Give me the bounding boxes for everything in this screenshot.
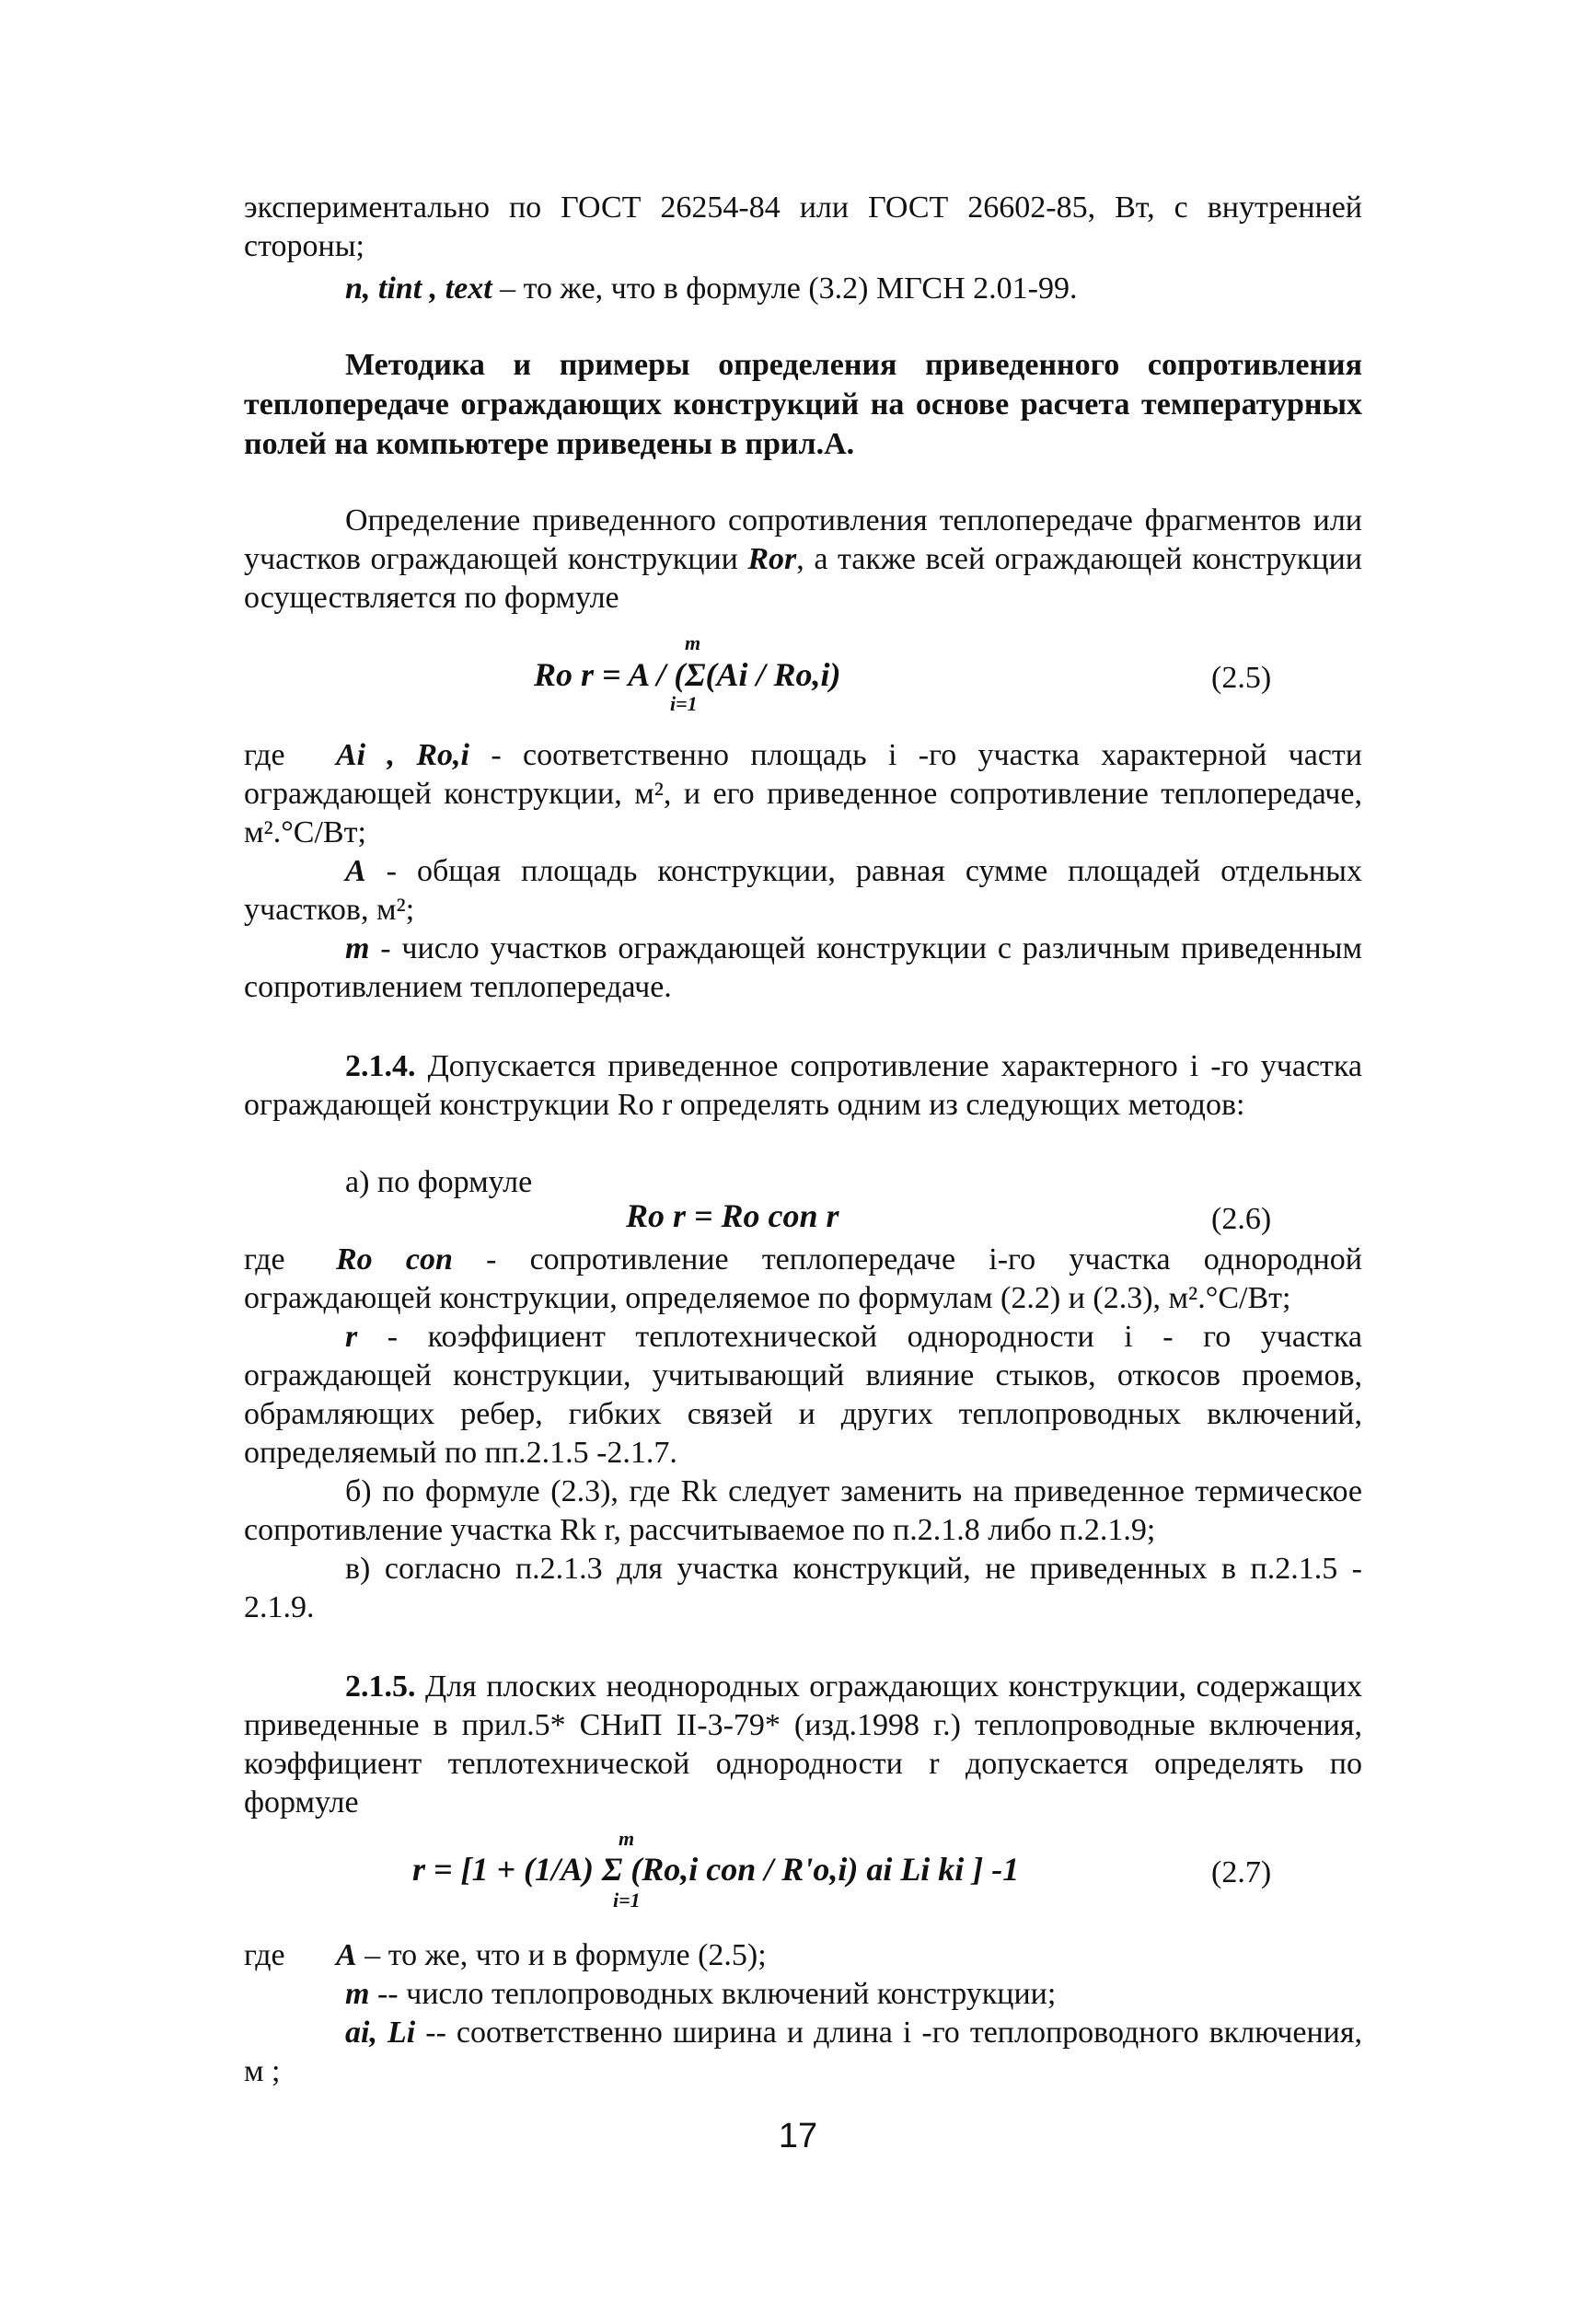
eq27-sum-bottom: i=1 xyxy=(613,1889,641,1912)
where26-line1-text: - сопротивление теплопередаче i-го участка однородной ограждающей конструкции, определяемое по формулам (2.2) и (2.3), м².°С/Вт; xyxy=(244,1242,1362,1315)
eq26-number: (2.6) xyxy=(1211,1202,1272,1236)
where25-line1 xyxy=(244,736,1362,852)
where25-line1-text: - соответственно площадь i -го участка характерной части ограждающей конструкции, м², и его приведенное сопротивление теплопередаче, м².°С/Вт; xyxy=(244,738,1362,849)
where26-line2-text: - коэффициент теплотехнической однородности i - го участка ограждающей конструкции, учитывающий влияние стыков, откосов проемов, обрамляющих ребер, гибких связей и других теплопроводных включений, определяемый по пп.2.1.5 -2.1.7. xyxy=(244,1320,1362,1470)
eq26-formula: Ro r = Ro con r xyxy=(626,1197,839,1234)
eq27-sum-top: m xyxy=(619,1827,635,1850)
clause-2-1-4 xyxy=(244,1047,1362,1125)
symbol-ro-con: Ro con xyxy=(336,1242,453,1277)
item-v: в) согласно п.2.1.3 для участка конструкций, не приведенных в п.2.1.5 - 2.1.9. xyxy=(244,1552,1362,1624)
symbol-m-27: m xyxy=(345,1977,370,2011)
where25-line2 xyxy=(244,852,1362,930)
section-heading: Методика и примеры определения приведенного сопротивления теплопередаче ограждающих конструкций на основе расчета температурных полей на компьютере приведены в прил.А. xyxy=(244,348,1362,461)
symbols-ai-roi: Ai , Ro,i xyxy=(336,738,469,772)
where27-line1 xyxy=(244,1936,1362,1975)
where27-line1-text: – то же, что и в формуле (2.5); xyxy=(356,1938,767,1972)
symbol-m: m xyxy=(345,931,370,965)
eq25-sum-top: m xyxy=(685,631,701,654)
where27-line2 xyxy=(244,1975,1362,2014)
symbols-ai-li: ai, Li xyxy=(345,2016,416,2050)
where25-line2-text: - общая площадь конструкции, равная сумме площадей отдельных участков, м²; xyxy=(244,854,1362,927)
variables-definition xyxy=(244,270,1362,308)
symbol-r: r xyxy=(345,1320,358,1354)
eq27-number: (2.7) xyxy=(1211,1855,1272,1889)
page-number: 17 xyxy=(778,2117,818,2155)
clause-2-1-5 xyxy=(244,1668,1362,1822)
variable-symbols: n, tint , text xyxy=(345,271,492,306)
paragraph-definition xyxy=(244,502,1362,618)
where27-line3-text: -- соответственно ширина и длина i -го теплопроводного включения, м ; xyxy=(244,2016,1362,2088)
eq25-number: (2.5) xyxy=(1211,661,1272,695)
item-b: б) по формуле (2.3), где Rk следует заменить на приведенное термическое сопротивление участка Rk r, рассчитываемое по п.2.1.8 либо п.2.1.9; xyxy=(244,1474,1362,1547)
where27-line3 xyxy=(244,2014,1362,2091)
variables-text: – то же, что в формуле (3.2) МГСН 2.01-99. xyxy=(492,271,1078,306)
where26-line2 xyxy=(244,1318,1362,1473)
where25-line3-text: - число участков ограждающей конструкции с различным приведенным сопротивлением теплопередаче. xyxy=(244,931,1362,1004)
clause-number-215: 2.1.5. xyxy=(345,1669,416,1704)
symbol-a-27: A xyxy=(336,1938,357,1972)
where-label-27: где xyxy=(244,1938,285,1972)
eq25-sum-bottom: i=1 xyxy=(670,692,698,715)
symbol-ro: Ror xyxy=(747,542,797,576)
clause-text: Допускается приведенное сопротивление характерного i -го участка ограждающей конструкции Ro r определять одним из следующих методов: xyxy=(244,1049,1362,1122)
eq25-formula: Ro r = A / (Σ(Ai / Ro,i) xyxy=(534,656,841,693)
clause-number: 2.1.4. xyxy=(345,1049,416,1083)
where25-line3 xyxy=(244,930,1362,1007)
where-label-26: где xyxy=(244,1242,285,1277)
clause-text-215: Для плоских неоднородных ограждающих конструкции, содержащих приведенные в прил.5* СНиП II-3-79* (изд.1998 г.) теплопроводные включения, коэффициент теплотехнической однородности r допускается определять по формуле xyxy=(244,1669,1362,1820)
paragraph-text-a: Определение приведенного сопротивления теплопередаче фрагментов или участков ограждающей конструкции xyxy=(244,503,1362,576)
paragraph-text: экспериментально по ГОСТ 26254-84 или ГОСТ 26602-85, Вт, с внутренней стороны; xyxy=(244,191,1362,263)
paragraph-continuation xyxy=(244,189,1362,266)
symbol-a: А xyxy=(345,854,366,888)
where27-line2-text: -- число теплопроводных включений конструкции; xyxy=(369,1977,1057,2011)
where26-line1 xyxy=(244,1241,1362,1318)
eq27-formula: r = [1 + (1/A) Σ (Ro,i con / R'o,i) ai Li ki ] -1 xyxy=(412,1851,1020,1888)
paragraph-text-b: , а также всей ограждающей конструкции осуществляется по формуле xyxy=(244,542,1362,615)
where-label: где xyxy=(244,738,285,772)
item-a: а) по формуле xyxy=(345,1165,533,1199)
